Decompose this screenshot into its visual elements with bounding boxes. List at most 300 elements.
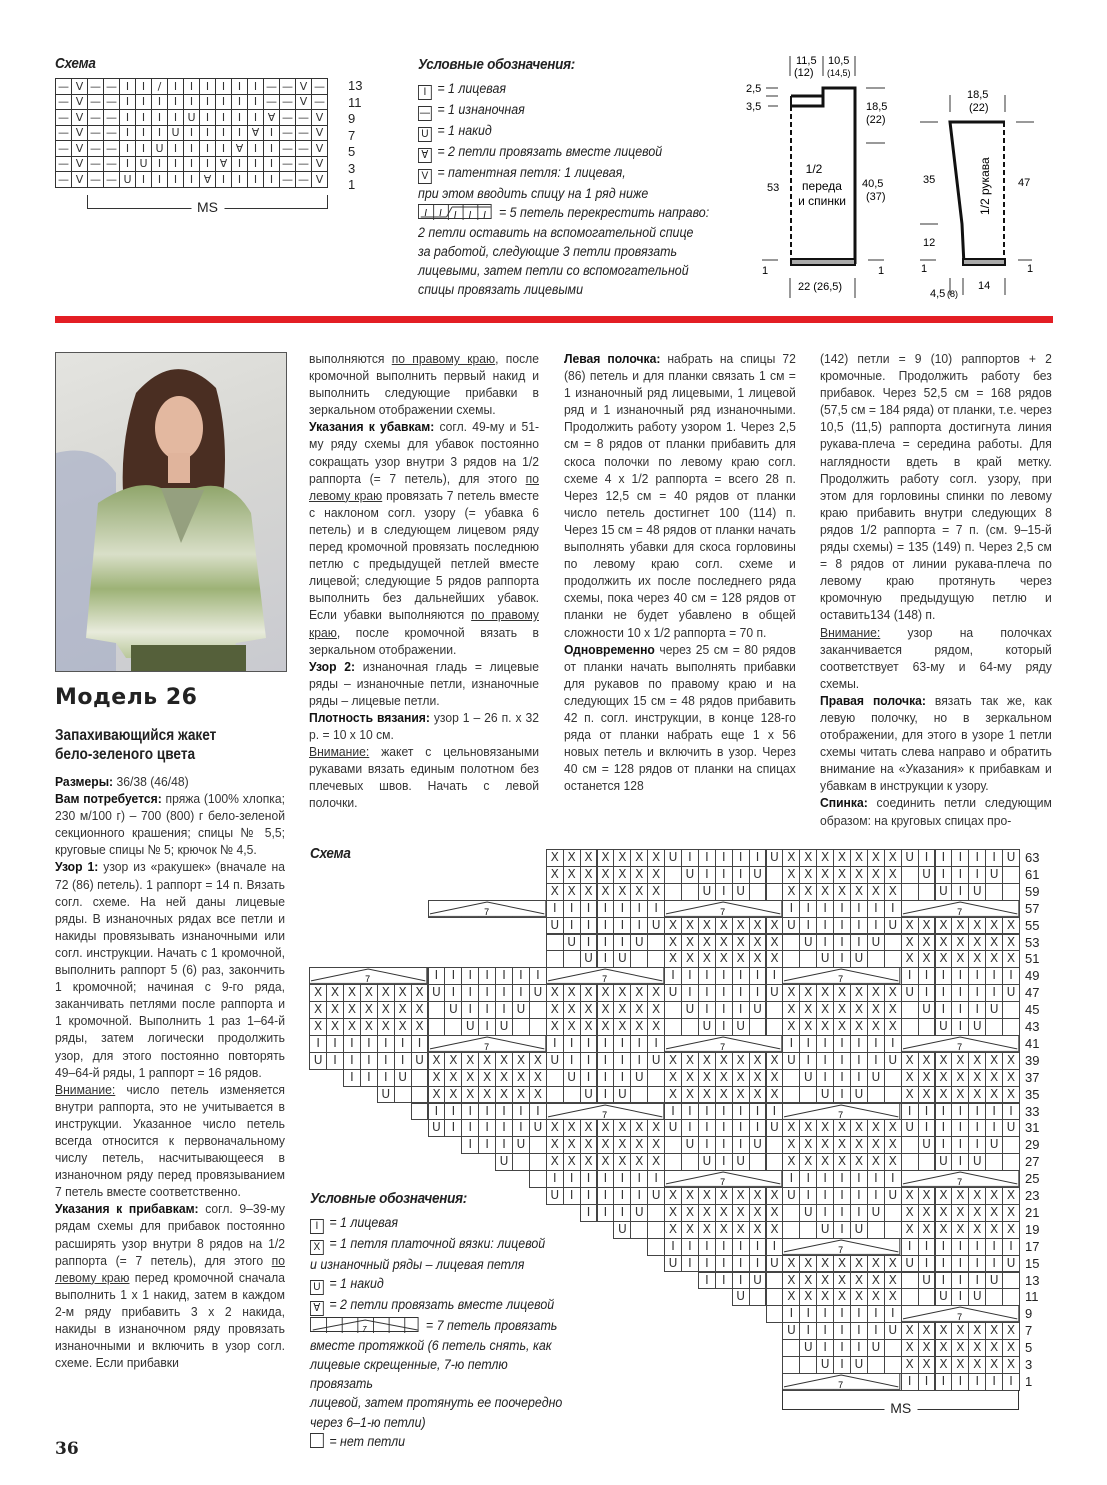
svg-text:(8): (8) <box>947 289 958 299</box>
chart-cell: X <box>985 1052 1003 1070</box>
chart-cell: I <box>833 1052 851 1070</box>
chart-cell: U <box>918 1001 936 1019</box>
chart-cell: X <box>833 883 851 901</box>
chart-cell: — <box>312 94 328 110</box>
chart-cell: X <box>630 1136 648 1154</box>
chart-cell: / <box>152 79 168 95</box>
chart-cell: X <box>935 1339 953 1357</box>
subtitle-line: Запахивающийся жакет <box>55 727 217 744</box>
model-photo <box>55 352 287 672</box>
chart-cell <box>884 1339 902 1357</box>
chart-cell: V <box>72 125 88 141</box>
chart-cell: I <box>200 156 216 172</box>
chart-cell: X <box>681 1069 699 1087</box>
chart-cell: I <box>168 79 184 95</box>
chart-cell: X <box>732 917 750 935</box>
chart-cell: X <box>343 1001 361 1019</box>
chart-cell: X <box>850 1119 868 1137</box>
legend-text: = 2 петли провязать вместе лицевой <box>437 144 663 159</box>
chart-cell: I <box>951 849 969 867</box>
chart-cell: U <box>766 1255 784 1273</box>
chart-cell: I <box>833 1086 851 1104</box>
chart-cell <box>630 950 648 968</box>
chart-cell: V <box>296 94 312 110</box>
seven-together-tent-icon <box>664 1170 782 1187</box>
chart-cell <box>749 1288 767 1306</box>
chart-cell: X <box>512 1086 530 1104</box>
chart-cell: I <box>968 1001 986 1019</box>
chart-row <box>56 172 328 188</box>
ms-bracket <box>782 1390 1019 1416</box>
chart-cell: I <box>816 1322 834 1340</box>
chart-cell: U <box>630 1204 648 1222</box>
chart-cell: X <box>782 1001 800 1019</box>
chart-cell <box>901 1001 919 1019</box>
seven-together-tent-icon <box>901 1035 1019 1052</box>
chart-cell: V <box>312 156 328 172</box>
chart-cell: U <box>935 1288 953 1306</box>
chart-cell: I <box>152 94 168 110</box>
chart-cell: X <box>664 1086 682 1104</box>
legend-item-purl <box>418 100 712 121</box>
chart-cell: I <box>749 984 767 1002</box>
chart-cell: X <box>326 984 344 1002</box>
chart-cell: I <box>867 1052 885 1070</box>
chart-cell: — <box>104 172 120 188</box>
chart-cell: I <box>935 1136 953 1154</box>
chart-cell: X <box>799 1001 817 1019</box>
chart-cell: X <box>867 1255 885 1273</box>
chart-cell: X <box>377 1001 395 1019</box>
chart-cell <box>563 1086 581 1104</box>
chart-cell: I <box>1002 1238 1020 1256</box>
model-title: Модель 26 <box>55 685 198 710</box>
chart-cell: X <box>918 1221 936 1239</box>
chart-cell: X <box>901 1322 919 1340</box>
chart-cell: X <box>411 1001 429 1019</box>
chart-cell: X <box>732 950 750 968</box>
chart-cell <box>546 934 564 952</box>
legend-text: = патентная петля: 1 лицевая, <box>437 165 626 180</box>
chart-cell <box>867 1356 885 1374</box>
chart-cell <box>867 1086 885 1104</box>
seven-together-tent-icon <box>901 900 1019 917</box>
chart-cell: I <box>200 141 216 157</box>
chart-cell: I <box>461 1103 479 1121</box>
chart-cell: X <box>546 1001 564 1019</box>
chart-cell: X <box>529 1052 547 1070</box>
row-number: 51 <box>1025 951 1040 967</box>
chart-cell: I <box>664 1103 682 1121</box>
chart-cell: I <box>833 1339 851 1357</box>
chart-cell: I <box>264 125 280 141</box>
chart-cell: X <box>985 1069 1003 1087</box>
chart-cell: I <box>816 917 834 935</box>
chart-cell: X <box>850 849 868 867</box>
chart-cell: I <box>681 849 699 867</box>
row-number: 27 <box>1025 1154 1040 1170</box>
chart-cell: I <box>184 94 200 110</box>
chart-cell: X <box>782 1255 800 1273</box>
chart-cell: I <box>377 1069 395 1087</box>
row-number: 31 <box>1025 1120 1040 1136</box>
body-text: узор 1 – 26 п. х 32 р. = 10 х 10 см. <box>309 709 539 743</box>
chart-cell: I <box>935 1272 953 1290</box>
chart-cell: X <box>461 1086 479 1104</box>
chart-cell <box>901 1018 919 1036</box>
chart-cell: X <box>495 1052 513 1070</box>
svg-text:(22): (22) <box>866 114 886 126</box>
chart-cell: X <box>1002 1204 1020 1222</box>
chart-cell: X <box>816 849 834 867</box>
underlined-text: по правому краю <box>391 351 496 366</box>
chart-cell: X <box>935 1187 953 1205</box>
chart-cell: X <box>749 934 767 952</box>
chart-cell: I <box>732 1136 750 1154</box>
chart-cell: X <box>681 950 699 968</box>
chart-cell: X <box>799 1136 817 1154</box>
chart-cell <box>901 1136 919 1154</box>
seven-together-tent-icon <box>901 1305 1019 1322</box>
chart-cell: X <box>782 1119 800 1137</box>
chart-cell: X <box>901 1086 919 1104</box>
chart-cell: X <box>749 1221 767 1239</box>
chart-cell: X <box>867 849 885 867</box>
chart-cell: X <box>732 1052 750 1070</box>
chart-cell: I <box>647 900 665 918</box>
row-number: 45 <box>1025 1002 1040 1018</box>
chart-cell <box>529 1018 547 1036</box>
chart-cell: X <box>1002 1339 1020 1357</box>
chart-cell: I <box>512 1119 530 1137</box>
chart-cell: X <box>901 1069 919 1087</box>
chart-cell: I <box>715 1238 733 1256</box>
seven-together-tent-icon <box>782 1373 900 1390</box>
row-number: 19 <box>1025 1221 1040 1237</box>
svg-text:53: 53 <box>767 182 780 194</box>
chart-cell: X <box>799 1255 817 1273</box>
chart-cell: I <box>816 1339 834 1357</box>
chart-cell <box>884 934 902 952</box>
legend-item-knit <box>310 1213 568 1234</box>
chart-cell: I <box>184 141 200 157</box>
svg-text:1/2 рукава: 1/2 рукава <box>978 157 992 215</box>
chart-cell: X <box>613 849 631 867</box>
chart-cell: I <box>152 110 168 126</box>
chart-cell <box>664 1001 682 1019</box>
svg-text:7: 7 <box>956 1312 962 1323</box>
chart-cell: U <box>732 1288 750 1306</box>
chart-cell: X <box>816 883 834 901</box>
chart-cell: I <box>136 172 152 188</box>
legend-item-k2tog <box>310 1295 568 1316</box>
chart-cell: U <box>1002 984 1020 1002</box>
chart-cell: U <box>867 934 885 952</box>
chart-cell: X <box>968 917 986 935</box>
chart-cell: X <box>597 866 615 884</box>
svg-text:4,5: 4,5 <box>930 288 946 300</box>
chart-cell: I <box>816 1204 834 1222</box>
chart-cell: I <box>985 1255 1003 1273</box>
chart-cell: I <box>136 141 152 157</box>
chart-cell: I <box>867 900 885 918</box>
chart-cell: I <box>715 849 733 867</box>
chart-cell: X <box>411 1018 429 1036</box>
chart-cell: X <box>867 883 885 901</box>
chart-cell: U <box>546 1187 564 1205</box>
chart-cell: U <box>613 1086 631 1104</box>
chart-cell <box>782 934 800 952</box>
chart-cell: I <box>563 1187 581 1205</box>
chart-cell: U <box>120 172 136 188</box>
chart-cell: ∀ <box>200 172 216 188</box>
chart-cell: — <box>296 172 312 188</box>
paragraph <box>820 692 1052 795</box>
chart-cell: U <box>394 1069 412 1087</box>
chart-cell: X <box>782 984 800 1002</box>
chart-cell <box>512 1153 530 1171</box>
svg-text:10,5: 10,5 <box>828 55 850 67</box>
svg-text:(12): (12) <box>794 67 814 79</box>
chart-cell: I <box>597 934 615 952</box>
chart-cell: I <box>495 967 513 985</box>
chart-cell: X <box>1002 1069 1020 1087</box>
chart-row <box>56 156 328 172</box>
chart-cell: X <box>580 1136 598 1154</box>
chart-cell: I <box>630 1035 648 1053</box>
chart-cell: I <box>120 110 136 126</box>
chart-cell: I <box>597 1035 615 1053</box>
chart-cell: I <box>563 900 581 918</box>
chart-cell: I <box>816 1170 834 1188</box>
chart-cell: I <box>850 1052 868 1070</box>
chart-cell: — <box>56 110 72 126</box>
legend-item-yarnover <box>310 1274 568 1295</box>
paragraph <box>309 658 539 709</box>
chart-cell: U <box>529 1119 547 1137</box>
chart-cell: U <box>782 1052 800 1070</box>
chart-cell: I <box>580 1204 598 1222</box>
legend-item-patent <box>418 163 712 184</box>
chart-cell: I <box>461 1001 479 1019</box>
chart-cell: X <box>901 1339 919 1357</box>
chart-cell: X <box>968 934 986 952</box>
ms-bracket <box>87 195 328 215</box>
chart-cell: U <box>918 1136 936 1154</box>
chart-cell: I <box>850 1069 868 1087</box>
chart-cell: I <box>444 984 462 1002</box>
chart-cell: X <box>715 934 733 952</box>
chart-cell: X <box>951 1356 969 1374</box>
chart-cell: I <box>935 1373 953 1391</box>
body-text: число петель изменяется внутри раппорта, это не учитывается в инструкции. Указанное число петель всегда относится к первоначальному числу петель, насчитывающееся в изнаночном ряду перед провязыванием 7 петель вместе соответственно. <box>55 1081 285 1200</box>
chart-cell: I <box>529 1103 547 1121</box>
chart-cell <box>901 1153 919 1171</box>
chart-cell: I <box>580 1052 598 1070</box>
chart-cell: U <box>884 1052 902 1070</box>
chart-cell: X <box>816 1153 834 1171</box>
chart-cell: I <box>951 883 969 901</box>
chart-cell: I <box>850 934 868 952</box>
chart-cell: I <box>867 917 885 935</box>
row-number: 25 <box>1025 1171 1040 1187</box>
chart-cell <box>1002 1136 1020 1154</box>
row-number: 47 <box>1025 985 1040 1001</box>
chart-cell: I <box>951 1288 969 1306</box>
text-column-1 <box>55 773 285 1371</box>
chart-cell <box>664 1153 682 1171</box>
row-number: 1 <box>348 177 356 192</box>
body-text: выполняются <box>309 351 392 366</box>
chart-cell: U <box>681 866 699 884</box>
row-number: 61 <box>1025 866 1040 882</box>
chart-cell: X <box>698 1069 716 1087</box>
svg-text:I: I <box>468 209 472 221</box>
chart-cell: U <box>664 984 682 1002</box>
chart-cell: I <box>377 1052 395 1070</box>
svg-text:I: I <box>483 209 486 221</box>
purl-symbol-icon: — <box>419 107 430 119</box>
chart-cell <box>749 1153 767 1171</box>
chart-cell: I <box>248 156 264 172</box>
legend-cross-line: спицы провязать лицевыми <box>418 282 583 298</box>
underlined-text: Внимание: <box>309 744 370 760</box>
chart-cell <box>664 1136 682 1154</box>
chart-cell: U <box>309 1052 327 1070</box>
chart-cell: I <box>495 984 513 1002</box>
chart-cell: I <box>918 984 936 1002</box>
chart-cell: I <box>816 900 834 918</box>
chart-cell: I <box>580 934 598 952</box>
chart-cell <box>529 1136 547 1154</box>
chart-cell: U <box>935 1153 953 1171</box>
chart-cell: X <box>1002 1221 1020 1239</box>
chart-cell: U <box>630 934 648 952</box>
chart-cell: X <box>630 1018 648 1036</box>
chart-cell: I <box>715 1272 733 1290</box>
chart-cell: X <box>816 1001 834 1019</box>
chart-cell: I <box>732 967 750 985</box>
chart-cell <box>884 1204 902 1222</box>
body-text: изнаночная гладь = лицевые ряды – изнаночные петли, изнаночные ряды – лицевые петли. <box>309 658 540 708</box>
chart-cell: I <box>951 1119 969 1137</box>
chart-cell: X <box>698 1221 716 1239</box>
legend-text: = 1 лицевая <box>329 1215 399 1230</box>
chart-cell: X <box>766 950 784 968</box>
chart-cell: X <box>597 883 615 901</box>
chart-cell <box>901 883 919 901</box>
chart-cell: I <box>698 1255 716 1273</box>
chart-cell: X <box>563 866 581 884</box>
chart-cell <box>546 950 564 968</box>
chart-cell: X <box>918 1339 936 1357</box>
chart-cell: I <box>377 1035 395 1053</box>
svg-text:7: 7 <box>956 1176 962 1187</box>
chart-cell: I <box>935 984 953 1002</box>
chart-cell: U <box>698 1018 716 1036</box>
chart-cell: X <box>850 1272 868 1290</box>
chart-cell: I <box>120 94 136 110</box>
small-knitting-chart <box>55 78 363 215</box>
chart-cell: X <box>343 984 361 1002</box>
chart-cell: U <box>664 1255 682 1273</box>
chart-cell: X <box>546 1153 564 1171</box>
svg-text:7: 7 <box>720 1041 726 1052</box>
chart-cell <box>766 1018 784 1036</box>
chart-cell: X <box>647 1018 665 1036</box>
chart-cell <box>546 1069 564 1087</box>
bold-label: Одновременно <box>564 641 655 657</box>
chart-cell: X <box>613 883 631 901</box>
chart-cell <box>664 883 682 901</box>
chart-cell <box>884 1086 902 1104</box>
chart-cell <box>411 1103 429 1121</box>
chart-cell <box>394 1086 412 1104</box>
chart-cell: — <box>264 79 280 95</box>
dim-top-left: 11,5 <box>796 55 817 67</box>
svg-text:14: 14 <box>978 280 991 292</box>
chart-cell <box>918 883 936 901</box>
chart-cell: I <box>136 79 152 95</box>
chart-cell: X <box>935 1086 953 1104</box>
chart-cell: I <box>816 1035 834 1053</box>
chart-cell: I <box>613 1035 631 1053</box>
chart-cell: X <box>782 849 800 867</box>
chart-cell: I <box>698 1001 716 1019</box>
chart-cell: I <box>597 917 615 935</box>
chart-cell: X <box>935 1052 953 1070</box>
chart-cell <box>647 1069 665 1087</box>
chart-cell: U <box>749 1136 767 1154</box>
chart-cell: U <box>647 1052 665 1070</box>
chart-cell: I <box>867 1170 885 1188</box>
chart-cell: V <box>312 141 328 157</box>
chart-cell: I <box>613 1187 631 1205</box>
chart-cell: I <box>833 1356 851 1374</box>
chart-cell: I <box>232 156 248 172</box>
chart-cell: — <box>104 94 120 110</box>
chart-cell <box>918 1288 936 1306</box>
chart-cell: I <box>184 125 200 141</box>
legend-text: = 1 изнаночная <box>437 102 525 117</box>
chart-cell: X <box>833 1001 851 1019</box>
chart-cell: I <box>360 1052 378 1070</box>
chart-cell: X <box>461 1052 479 1070</box>
chart-cell: U <box>461 1018 479 1036</box>
chart-cell: I <box>935 1238 953 1256</box>
chart-cell: I <box>799 1322 817 1340</box>
chart-cell: I <box>495 1001 513 1019</box>
chart-cell: X <box>816 1119 834 1137</box>
legend-text: = 5 петель перекрестить направо: <box>498 205 710 221</box>
chart-cell: X <box>444 1086 462 1104</box>
chart-cell: I <box>343 1069 361 1087</box>
row-number: 43 <box>1025 1019 1040 1034</box>
legend-seven-line: через 6–1-ю петли) <box>310 1414 426 1430</box>
chart-cell: I <box>951 1103 969 1121</box>
chart-cell: X <box>597 1153 615 1171</box>
chart-cell <box>799 1356 817 1374</box>
chart-cell: X <box>580 1119 598 1137</box>
chart-cell: I <box>749 1255 767 1273</box>
chart-cell: I <box>968 984 986 1002</box>
legend-text: = 1 накид <box>329 1276 384 1292</box>
legend-seven-line: вместе протяжкой (6 петель снять, как <box>310 1337 552 1353</box>
chart-cell: I <box>411 1035 429 1053</box>
chart-cell <box>766 1288 784 1306</box>
chart-cell: X <box>630 866 648 884</box>
row-number: 39 <box>1025 1052 1040 1068</box>
